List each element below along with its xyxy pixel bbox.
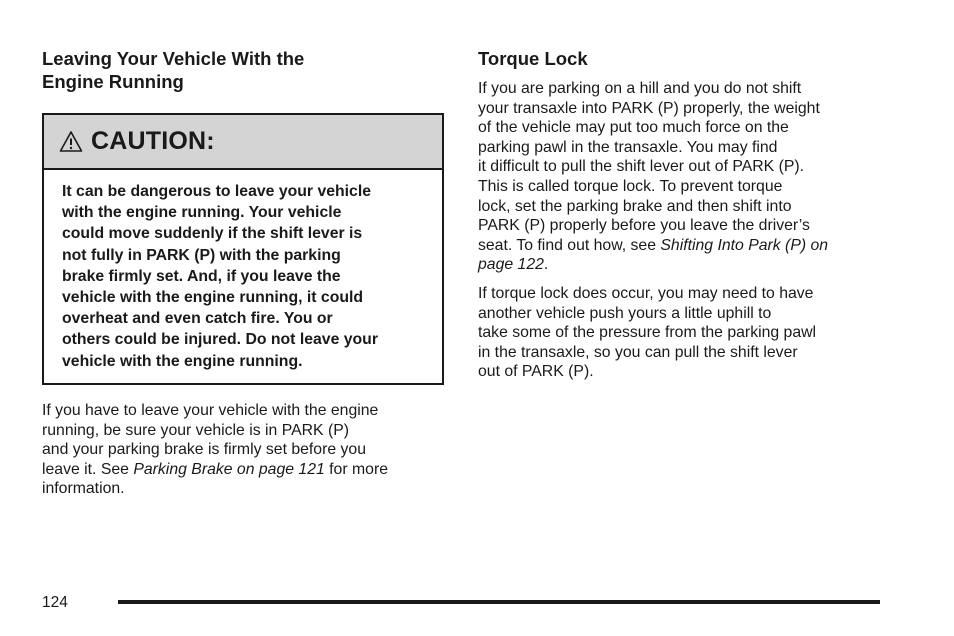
cross-reference-shifting-into-park: Shifting Into Park (P) on [660,236,829,254]
right-column [478,47,898,382]
caution-title: CAUTION: [91,127,215,155]
footer-rule [118,600,880,604]
page-number: 124 [42,594,68,611]
section-heading-leaving-vehicle: Leaving Your Vehicle With the Engine Running [42,48,305,92]
caution-box [42,113,444,385]
caution-text: It can be dangerous to leave your vehicle with the engine running. Your vehicle could move suddenly if the shift lever is not fully in PARK (P) with the parking brake firmly set. And, if you leave the vehicle with the engine running, it could overheat and even catch fire. You or others could be injured. Do not leave your vehicle with the engine running. [62,183,378,370]
left-column [42,47,444,499]
section-heading-torque-lock: Torque Lock [478,48,588,69]
leaving-vehicle-paragraph: If you have to leave your vehicle with the engine running, be sure your vehicle is in PARK (P) and your parking brake is firmly set before you leave it. See Parking Brake on page 121 for more information. [42,402,388,498]
torque-lock-paragraph-2: If torque lock does occur, you may need to have another vehicle push yours a little uphill to take some of the pressure from the parking pawl in the transaxle, so you can pull the shift lever out of PARK (P). [478,284,817,381]
cross-reference-page: page 122 [478,256,544,274]
warning-triangle-icon [59,130,83,154]
torque-lock-paragraph-1: If you are parking on a hill and you do not shift your transaxle into PARK (P) properly, the weight of the vehicle may put too much force on the parking pawl in the transaxle. You may find it difficult to pull the shift lever out of PARK (P). This is called torque lock. To prevent torque lock, set the parking brake and then shift into PARK (P) properly before you leave the driver’s seat. To find out how, see Shifting Into Park (P) on page 122. [478,80,829,274]
cross-reference-parking-brake: Parking Brake on page 121 [133,460,325,478]
caution-header [44,115,442,170]
